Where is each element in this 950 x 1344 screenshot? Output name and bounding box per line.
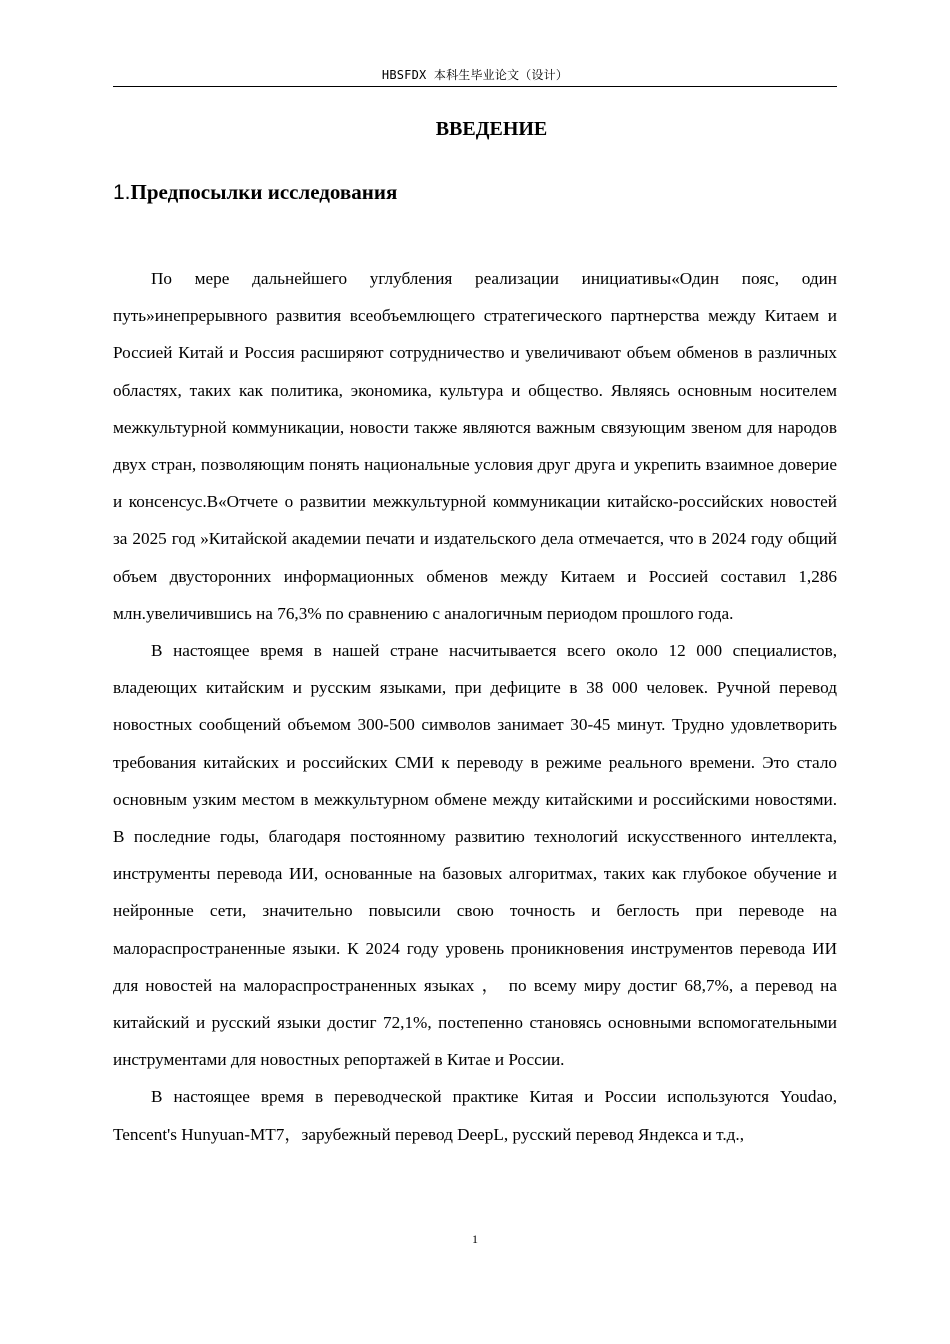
section-heading	[113, 177, 397, 208]
paragraph: По мере дальнейшего углубления реализации инициативы«Один пояс, один путь»инепрерывного развития всеобъемлющего стратегического партнерства между Китаем и Россией Китай и Россия расширяют сотрудничество и увеличивают объем обменов в различных областях, таких как политика, экономика, культура и общество. Являясь основным носителем межкультурной коммуникации, новости также являются важным связующим звеном для народов двух стран, позволяющим понять национальные условия друг друга и укрепить взаимное доверие и консенсус.В«Отчете о развитии межкультурной коммуникации китайско-российских новостей за 2025 год »Китайской академии печати и издательского дела отмечается, что в 2024 году общий объем двусторонних информационных обменов между Китаем и Россией составил 1,286 млн.увеличившись на 76,3% по сравнению с аналогичным периодом прошлого года.	[113, 269, 837, 623]
page-number: 1	[472, 1232, 478, 1246]
section-title: Предпосылки исследования	[130, 180, 398, 204]
paragraph: В настоящее время в переводческой практике Китая и России используются Youdao, Tencent's Hunyuan-MT7，зарубежный перевод DeepL, русский перевод Яндекса и т.д.,	[113, 1087, 837, 1144]
section-number: 1.	[113, 181, 131, 204]
page-header: HBSFDX 本科生毕业论文（设计）	[381, 68, 569, 82]
paragraph: В настоящее время в нашей стране насчитывается всего около 12 000 специалистов, владеющих китайским и русским языками, при дефиците в 38 000 человек. Ручной перевод новостных сообщений объемом 300-500 символов занимает 30-45 минут. Трудно удовлетворить требования китайских и российских СМИ к переводу в режиме реального времени. Это стало основным узким местом в межкультурном обмене между китайскими и российскими новостями. В последние годы, благодаря постоянному развитию технологий искусственного интеллекта, инструменты перевода ИИ, основанные на базовых алгоритмах, таких как глубокое обучение и нейронные сети, значительно повысили свою точность и беглость при переводе на малораспространенные языки. К 2024 году уровень проникновения инструментов перевода ИИ для новостей на малораспространенных языках ， по всему миру достиг 68,7%, а перевод на китайский и русский языки достиг 72,1%, постепенно становясь основными вспомогательными инструментами для новостных репортажей в Китае и России.	[113, 641, 837, 1070]
header-divider	[113, 86, 837, 87]
body-text	[113, 260, 837, 1153]
document-title: ВВЕДЕНИЕ	[435, 118, 548, 140]
